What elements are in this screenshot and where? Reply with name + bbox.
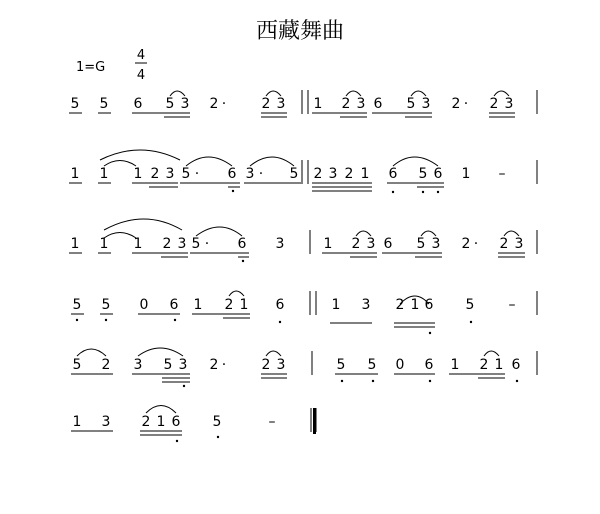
note: 2 bbox=[313, 166, 323, 182]
note: · bbox=[194, 166, 200, 182]
system-3 bbox=[71, 230, 537, 254]
note: 2 bbox=[395, 297, 405, 313]
note: 3 bbox=[101, 414, 111, 430]
time-signature-denominator: 4 bbox=[136, 68, 146, 83]
note: 5 bbox=[163, 357, 173, 373]
system-1 bbox=[71, 90, 537, 114]
note: 2 bbox=[101, 357, 111, 373]
note: · bbox=[258, 166, 264, 182]
note: 5 bbox=[212, 414, 222, 430]
note: 5 bbox=[72, 297, 82, 313]
time-signature-numerator: 4 bbox=[136, 48, 146, 63]
system-2 bbox=[71, 160, 537, 184]
note: 5 bbox=[416, 236, 426, 252]
note: 1 bbox=[133, 236, 143, 252]
note: 1 bbox=[360, 166, 370, 182]
note: 2 bbox=[209, 96, 219, 112]
note: 1 bbox=[72, 414, 82, 430]
note: 3 bbox=[431, 236, 441, 252]
note: 5 bbox=[191, 236, 201, 252]
note: 5 bbox=[406, 96, 416, 112]
note: 2 bbox=[141, 414, 151, 430]
note: 6 bbox=[511, 357, 521, 373]
note: · bbox=[463, 96, 469, 112]
note: 1 bbox=[313, 96, 323, 112]
note: – bbox=[498, 166, 506, 182]
octave-dots bbox=[76, 190, 518, 442]
note: 6 bbox=[171, 414, 181, 430]
note: 2 bbox=[351, 236, 361, 252]
note: 2 bbox=[489, 96, 499, 112]
note: 0 bbox=[139, 297, 149, 313]
note: 6 bbox=[433, 166, 443, 182]
note: 1 bbox=[99, 236, 109, 252]
note: 3 bbox=[421, 96, 431, 112]
note: 3 bbox=[504, 96, 514, 112]
note: 3 bbox=[276, 357, 286, 373]
note: 2 bbox=[341, 96, 351, 112]
note: 2 bbox=[162, 236, 172, 252]
note: 2 bbox=[209, 357, 219, 373]
note: 5 bbox=[165, 96, 175, 112]
note: 2 bbox=[451, 96, 461, 112]
note: 1 bbox=[133, 166, 143, 182]
note: 6 bbox=[227, 166, 237, 182]
note: 2 bbox=[261, 357, 271, 373]
note: 3 bbox=[275, 236, 285, 252]
note: 1 bbox=[331, 297, 341, 313]
note: · bbox=[204, 236, 210, 252]
note: 1 bbox=[323, 236, 333, 252]
note: 5 bbox=[181, 166, 191, 182]
note: 3 bbox=[366, 236, 376, 252]
note: 6 bbox=[388, 166, 398, 182]
note: 6 bbox=[383, 236, 393, 252]
note: 3 bbox=[180, 96, 190, 112]
note: 6 bbox=[169, 297, 179, 313]
score-systems bbox=[71, 90, 537, 434]
note: 2 bbox=[499, 236, 509, 252]
note: 6 bbox=[237, 236, 247, 252]
note: 2 bbox=[224, 297, 234, 313]
note: 3 bbox=[178, 357, 188, 373]
note: 5 bbox=[367, 357, 377, 373]
note: 5 bbox=[101, 297, 111, 313]
note: 2 bbox=[344, 166, 354, 182]
note: 6 bbox=[373, 96, 383, 112]
note: 3 bbox=[514, 236, 524, 252]
system-6 bbox=[73, 408, 316, 432]
note: 5 bbox=[70, 96, 80, 112]
system-5 bbox=[73, 351, 537, 375]
note: 6 bbox=[424, 357, 434, 373]
note: – bbox=[508, 297, 516, 313]
final-barline bbox=[313, 408, 316, 434]
note: 3 bbox=[177, 236, 187, 252]
note: 1 bbox=[239, 297, 249, 313]
note: 2 bbox=[261, 96, 271, 112]
note: 2 bbox=[461, 236, 471, 252]
score-markings bbox=[69, 91, 525, 435]
note: 5 bbox=[418, 166, 428, 182]
note: 1 bbox=[70, 166, 80, 182]
note: 1 bbox=[461, 166, 471, 182]
note: 0 bbox=[395, 357, 405, 373]
system-4 bbox=[73, 291, 537, 315]
note: 1 bbox=[450, 357, 460, 373]
note: – bbox=[268, 414, 276, 430]
note: 1 bbox=[156, 414, 166, 430]
note: 3 bbox=[276, 96, 286, 112]
song-title: 西藏舞曲 bbox=[255, 19, 345, 44]
note: 2 bbox=[479, 357, 489, 373]
key-signature: 1=G bbox=[76, 60, 106, 75]
note: 3 bbox=[245, 166, 255, 182]
note: 3 bbox=[133, 357, 143, 373]
note: 3 bbox=[328, 166, 338, 182]
note: 1 bbox=[494, 357, 504, 373]
note: 1 bbox=[193, 297, 203, 313]
note: 6 bbox=[424, 297, 434, 313]
note: 5 bbox=[336, 357, 346, 373]
note: · bbox=[221, 357, 227, 373]
note: 6 bbox=[275, 297, 285, 313]
note: 6 bbox=[133, 96, 143, 112]
note: 5 bbox=[465, 297, 475, 313]
note: 1 bbox=[70, 236, 80, 252]
note: 3 bbox=[165, 166, 175, 182]
note: 2 bbox=[150, 166, 160, 182]
note: 5 bbox=[289, 166, 299, 182]
note: 1 bbox=[410, 297, 420, 313]
note: · bbox=[221, 96, 227, 112]
note: 1 bbox=[99, 166, 109, 182]
note: 5 bbox=[72, 357, 82, 373]
note: 3 bbox=[356, 96, 366, 112]
note: · bbox=[473, 236, 479, 252]
note: 5 bbox=[99, 96, 109, 112]
note: 3 bbox=[361, 297, 371, 313]
